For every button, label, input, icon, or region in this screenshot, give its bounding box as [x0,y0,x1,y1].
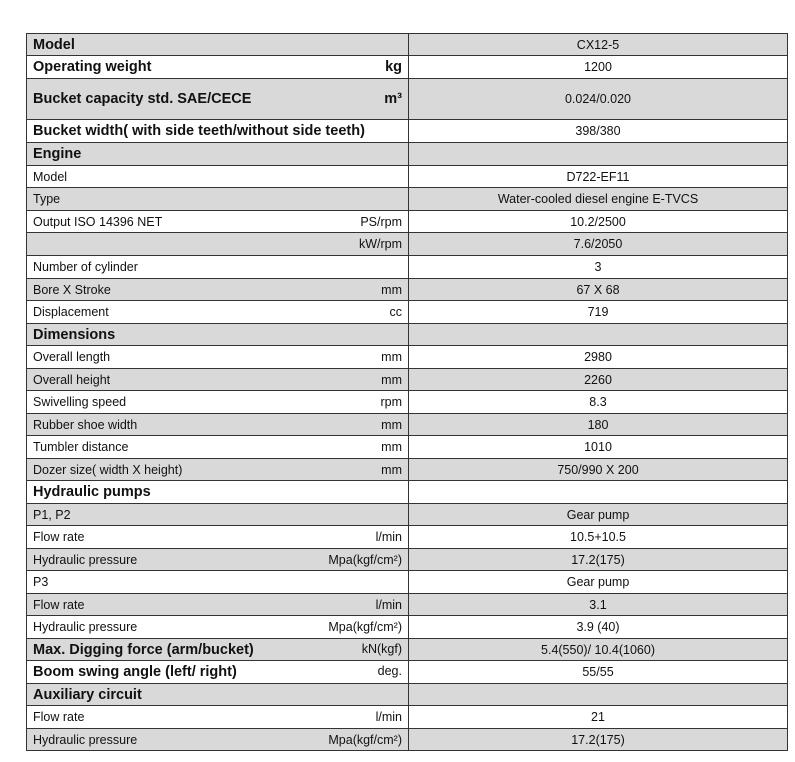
spec-label: Dozer size( width X height) [33,462,183,477]
spec-label: Flow rate [33,597,85,612]
spec-row [27,369,788,391]
spec-value: 10.2/2500 [409,211,788,233]
spec-row [27,346,788,369]
spec-value: Gear pump [409,504,788,526]
spec-value: 3 [409,256,788,279]
spec-row [27,639,788,661]
spec-table [26,33,788,751]
section-header-row [27,143,788,166]
spec-unit: kg [385,59,402,75]
spec-row [27,256,788,279]
spec-row [27,56,788,79]
spec-value: 398/380 [409,120,788,143]
spec-label: Overall height [33,372,111,387]
spec-label-cell [27,616,409,639]
spec-value: 5.4(550)/ 10.4(1060) [409,639,788,661]
spec-row [27,594,788,616]
spec-label-cell [27,79,409,120]
spec-row [27,391,788,414]
spec-value: 750/990 X 200 [409,459,788,481]
spec-label-cell [27,706,409,729]
spec-unit: m³ [384,91,402,107]
spec-label-cell [27,301,409,324]
spec-value: 17.2(175) [409,549,788,571]
spec-row [27,661,788,684]
spec-value [409,684,788,706]
spec-label: Bucket capacity std. SAE/CECE [33,91,252,107]
spec-unit: l/min [375,710,402,724]
spec-label: Output ISO 14396 NET [33,214,163,229]
spec-unit: kW/rpm [358,237,402,251]
spec-row [27,459,788,481]
spec-label: Hydraulic pumps [33,484,151,500]
spec-label: Type [33,192,61,206]
spec-unit: PS/rpm [360,214,402,229]
spec-value: 3.1 [409,594,788,616]
spec-value: CX12-5 [409,34,788,56]
spec-value: 21 [409,706,788,729]
spec-unit: deg. [377,664,402,678]
spec-label-cell [27,188,409,211]
spec-label: Engine [33,146,82,162]
spec-row [27,279,788,301]
spec-label-cell [27,639,409,661]
spec-unit: kN(kgf) [361,641,402,656]
spec-label-cell [27,414,409,436]
spec-label-cell [27,120,409,143]
spec-value: 7.6/2050 [409,233,788,256]
spec-row [27,233,788,256]
spec-label-cell [27,549,409,571]
spec-label-cell [27,571,409,594]
spec-row [27,301,788,324]
spec-label: Dimensions [33,326,116,343]
spec-label-cell [27,211,409,233]
section-header-row [27,324,788,346]
spec-unit: mm [381,350,402,364]
spec-row [27,436,788,459]
spec-label: P1, P2 [33,507,71,522]
spec-label: Max. Digging force (arm/bucket) [33,641,254,658]
spec-value [409,481,788,504]
spec-label-cell [27,324,409,346]
spec-label-cell [27,34,409,56]
spec-label-cell [27,391,409,414]
spec-row [27,79,788,120]
spec-value [409,324,788,346]
spec-value: 1010 [409,436,788,459]
spec-unit: mm [381,282,402,297]
spec-label-cell [27,436,409,459]
spec-row [27,504,788,526]
spec-value: 2980 [409,346,788,369]
spec-label-cell [27,256,409,279]
spec-unit: mm [381,417,402,432]
spec-unit: l/min [375,597,402,612]
spec-unit: mm [381,372,402,387]
spec-label: Hydraulic pressure [33,620,138,634]
spec-table-body [27,34,788,751]
spec-value: 180 [409,414,788,436]
spec-unit: Mpa(kgf/cm²) [328,732,402,747]
spec-label: Model [33,169,68,184]
spec-value: 3.9 (40) [409,616,788,639]
spec-label-cell [27,594,409,616]
spec-label-cell [27,684,409,706]
spec-label: Boom swing angle (left/ right) [33,664,237,680]
spec-label: Operating weight [33,59,152,75]
spec-value: 8.3 [409,391,788,414]
spec-row [27,120,788,143]
spec-label: P3 [33,575,49,589]
spec-unit: rpm [380,395,402,409]
spec-label-cell [27,459,409,481]
spec-unit: Mpa(kgf/cm²) [328,620,402,634]
spec-label-cell [27,166,409,188]
spec-row [27,166,788,188]
section-header-row [27,684,788,706]
spec-label: Flow rate [33,530,85,544]
spec-label-cell [27,56,409,79]
spec-value: D722-EF11 [409,166,788,188]
spec-label-cell [27,661,409,684]
spec-label: Rubber shoe width [33,417,138,432]
spec-unit: mm [381,462,402,477]
spec-label-cell [27,526,409,549]
spec-row [27,526,788,549]
spec-label: Overall length [33,350,111,364]
spec-label-cell [27,233,409,256]
spec-value: 17.2(175) [409,729,788,751]
spec-value [409,143,788,166]
spec-value: Gear pump [409,571,788,594]
spec-row [27,706,788,729]
spec-value: 0.024/0.020 [409,79,788,120]
spec-value: Water-cooled diesel engine E-TVCS [409,188,788,211]
spec-row [27,549,788,571]
spec-label: Model [33,36,75,53]
spec-row [27,211,788,233]
spec-label: Hydraulic pressure [33,552,138,567]
spec-label-cell [27,729,409,751]
spec-label: Hydraulic pressure [33,732,138,747]
spec-label: Displacement [33,305,109,319]
spec-label: Bucket width( with side teeth/without side teeth) [33,123,365,139]
spec-label: Number of cylinder [33,260,138,274]
spec-label: Flow rate [33,710,85,724]
spec-label: Bore X Stroke [33,282,111,297]
spec-unit: mm [381,440,402,454]
spec-label: Swivelling speed [33,395,127,409]
spec-label-cell [27,481,409,504]
spec-value: 55/55 [409,661,788,684]
spec-unit: Mpa(kgf/cm²) [328,552,402,567]
spec-row [27,34,788,56]
spec-label: Tumbler distance [33,440,129,454]
spec-label-cell [27,504,409,526]
spec-row [27,571,788,594]
spec-row [27,616,788,639]
spec-value: 67 X 68 [409,279,788,301]
spec-label-cell [27,369,409,391]
section-header-row [27,481,788,504]
spec-unit: l/min [375,530,402,544]
spec-row [27,414,788,436]
spec-label-cell [27,143,409,166]
spec-row [27,188,788,211]
spec-value: 719 [409,301,788,324]
spec-label-cell [27,346,409,369]
spec-label: Auxiliary circuit [33,686,142,703]
spec-label-cell [27,279,409,301]
spec-value: 10.5+10.5 [409,526,788,549]
spec-value: 2260 [409,369,788,391]
spec-value: 1200 [409,56,788,79]
spec-unit: cc [389,305,402,319]
spec-row [27,729,788,751]
